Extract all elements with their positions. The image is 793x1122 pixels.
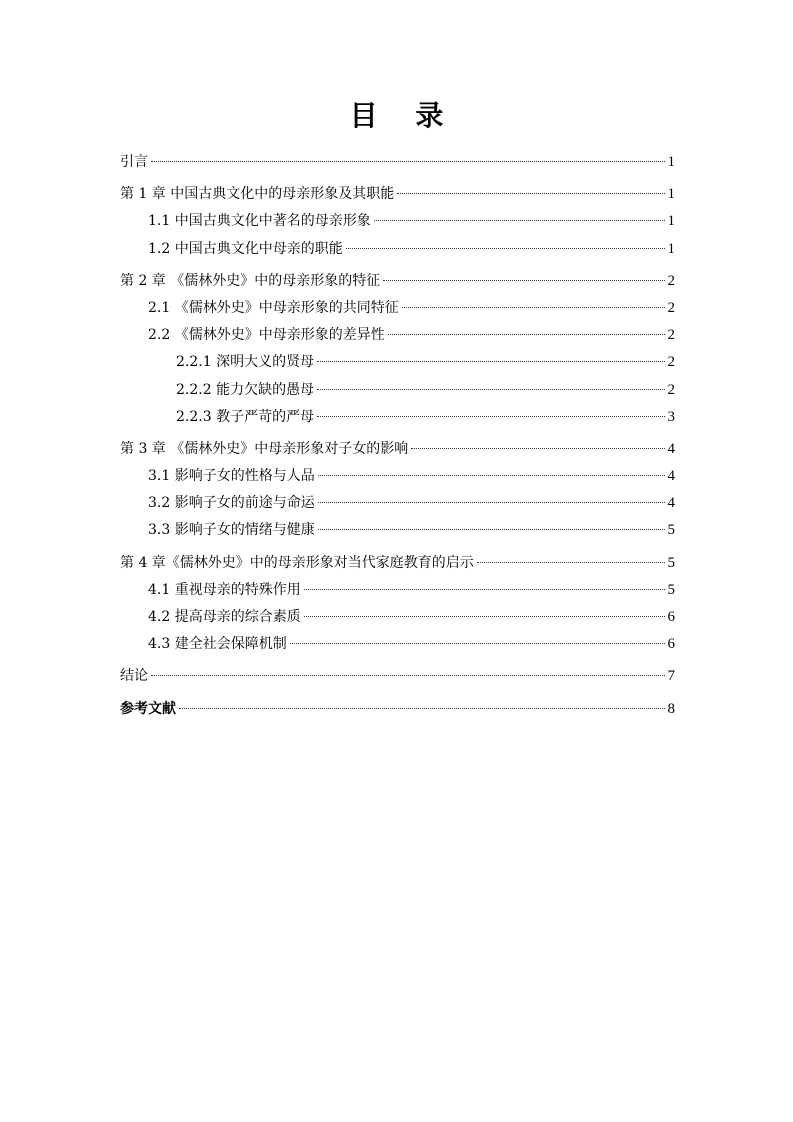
toc-entry-page-number: 4 [667,440,675,457]
dot-leader [374,220,665,221]
dot-leader [477,562,665,563]
page-title-text: 目 录 [349,99,458,132]
toc-entry[interactable] [120,181,675,208]
toc-entry-label: 2.2 《儒林外史》中母亲形象的差异性 [148,327,385,344]
toc-entry-label: 1.2 中国古典文化中母亲的职能 [148,240,343,257]
toc-entry-label: 1.1 中国古典文化中著名的母亲形象 [148,213,371,230]
toc-entry[interactable] [120,322,675,349]
toc-entry-label: 引言 [120,154,148,170]
toc-entry-label: 3.1 影响子女的性格与人品 [148,468,315,485]
toc-entry[interactable] [120,208,675,235]
toc-entry-page-number: 2 [667,272,675,289]
toc-entry-label: 2.1 《儒林外史》中母亲形象的共同特征 [148,299,399,316]
toc-entry-label: 结论 [120,668,148,685]
toc-entry-label: 第 3 章 《儒林外史》中母亲形象对子女的影响 [120,440,409,457]
dot-leader [383,280,664,281]
toc-entry-page-number: 2 [667,299,675,316]
toc-entry[interactable] [120,295,675,322]
toc-entry[interactable] [120,236,675,263]
toc-entry-label: 2.2.1 深明大义的贤母 [176,354,315,371]
toc-entry-label: 4.2 提高母亲的综合素质 [148,609,301,625]
toc-entry[interactable] [120,349,675,376]
toc-entry[interactable] [120,550,675,577]
dot-leader [317,416,664,417]
dot-leader [290,643,665,644]
toc-entry[interactable] [120,604,675,631]
toc-entry-page-number: 2 [667,354,675,371]
toc-entry-page-number: 2 [667,381,675,398]
toc-entry-page-number: 6 [667,636,675,653]
toc-entry-label: 第 1 章 中国古典文化中的母亲形象及其职能 [120,186,395,203]
dot-leader [304,589,665,590]
dot-leader [318,475,665,476]
toc-entry-page-number: 1 [667,240,675,257]
toc-entry-label: 2.2.2 能力欠缺的愚母 [176,381,315,398]
toc-entry[interactable] [120,577,675,604]
toc-entry[interactable] [120,663,675,690]
dot-leader [318,529,665,530]
toc-entry-label: 2.2.3 教子严苛的严母 [176,408,315,425]
dot-leader [317,389,664,390]
toc-entry-label: 第 2 章 《儒林外史》中的母亲形象的特征 [120,272,381,289]
dot-leader [388,334,665,335]
toc-entry-page-number: 5 [667,554,675,571]
toc-entry-page-number: 1 [667,154,675,170]
table-of-contents [120,149,675,723]
dot-leader [151,675,665,676]
toc-entry-page-number: 6 [667,609,675,625]
toc-entry-page-number: 7 [667,668,675,685]
toc-entry-page-number: 2 [667,327,675,344]
toc-entry-page-number: 5 [667,581,675,598]
toc-entry-label: 4.3 建全社会保障机制 [148,636,287,653]
dot-leader [346,248,665,249]
toc-entry-label: 3.2 影响子女的前途与命运 [148,495,315,512]
toc-entry-label: 参考文献 [120,700,176,717]
dot-leader [304,616,665,617]
toc-entry-page-number: 5 [667,522,675,539]
page-title [0,96,793,136]
toc-entry-page-number: 1 [667,213,675,230]
dot-leader [402,307,665,308]
toc-entry[interactable] [120,631,675,658]
toc-entry-label: 4.1 重视母亲的特殊作用 [148,581,301,598]
dot-leader [317,361,664,362]
toc-entry-page-number: 4 [667,468,675,485]
toc-entry-page-number: 4 [667,495,675,512]
toc-entry[interactable] [120,517,675,544]
toc-entry[interactable] [120,436,675,463]
toc-entry[interactable] [120,404,675,431]
toc-entry[interactable] [120,696,675,723]
toc-entry-page-number: 1 [667,186,675,203]
dot-leader [151,161,665,162]
dot-leader [411,448,664,449]
toc-entry-label: 第 4 章《儒林外史》中的母亲形象对当代家庭教育的启示 [120,554,474,571]
toc-entry[interactable] [120,268,675,295]
toc-entry-page-number: 3 [667,408,675,425]
toc-entry-page-number: 8 [667,700,675,717]
dot-leader [397,193,664,194]
dot-leader [179,708,665,709]
dot-leader [318,502,665,503]
toc-entry[interactable] [120,149,675,176]
toc-entry-label: 3.3 影响子女的情绪与健康 [148,522,315,539]
toc-entry[interactable] [120,463,675,490]
toc-entry[interactable] [120,490,675,517]
toc-entry[interactable] [120,377,675,404]
